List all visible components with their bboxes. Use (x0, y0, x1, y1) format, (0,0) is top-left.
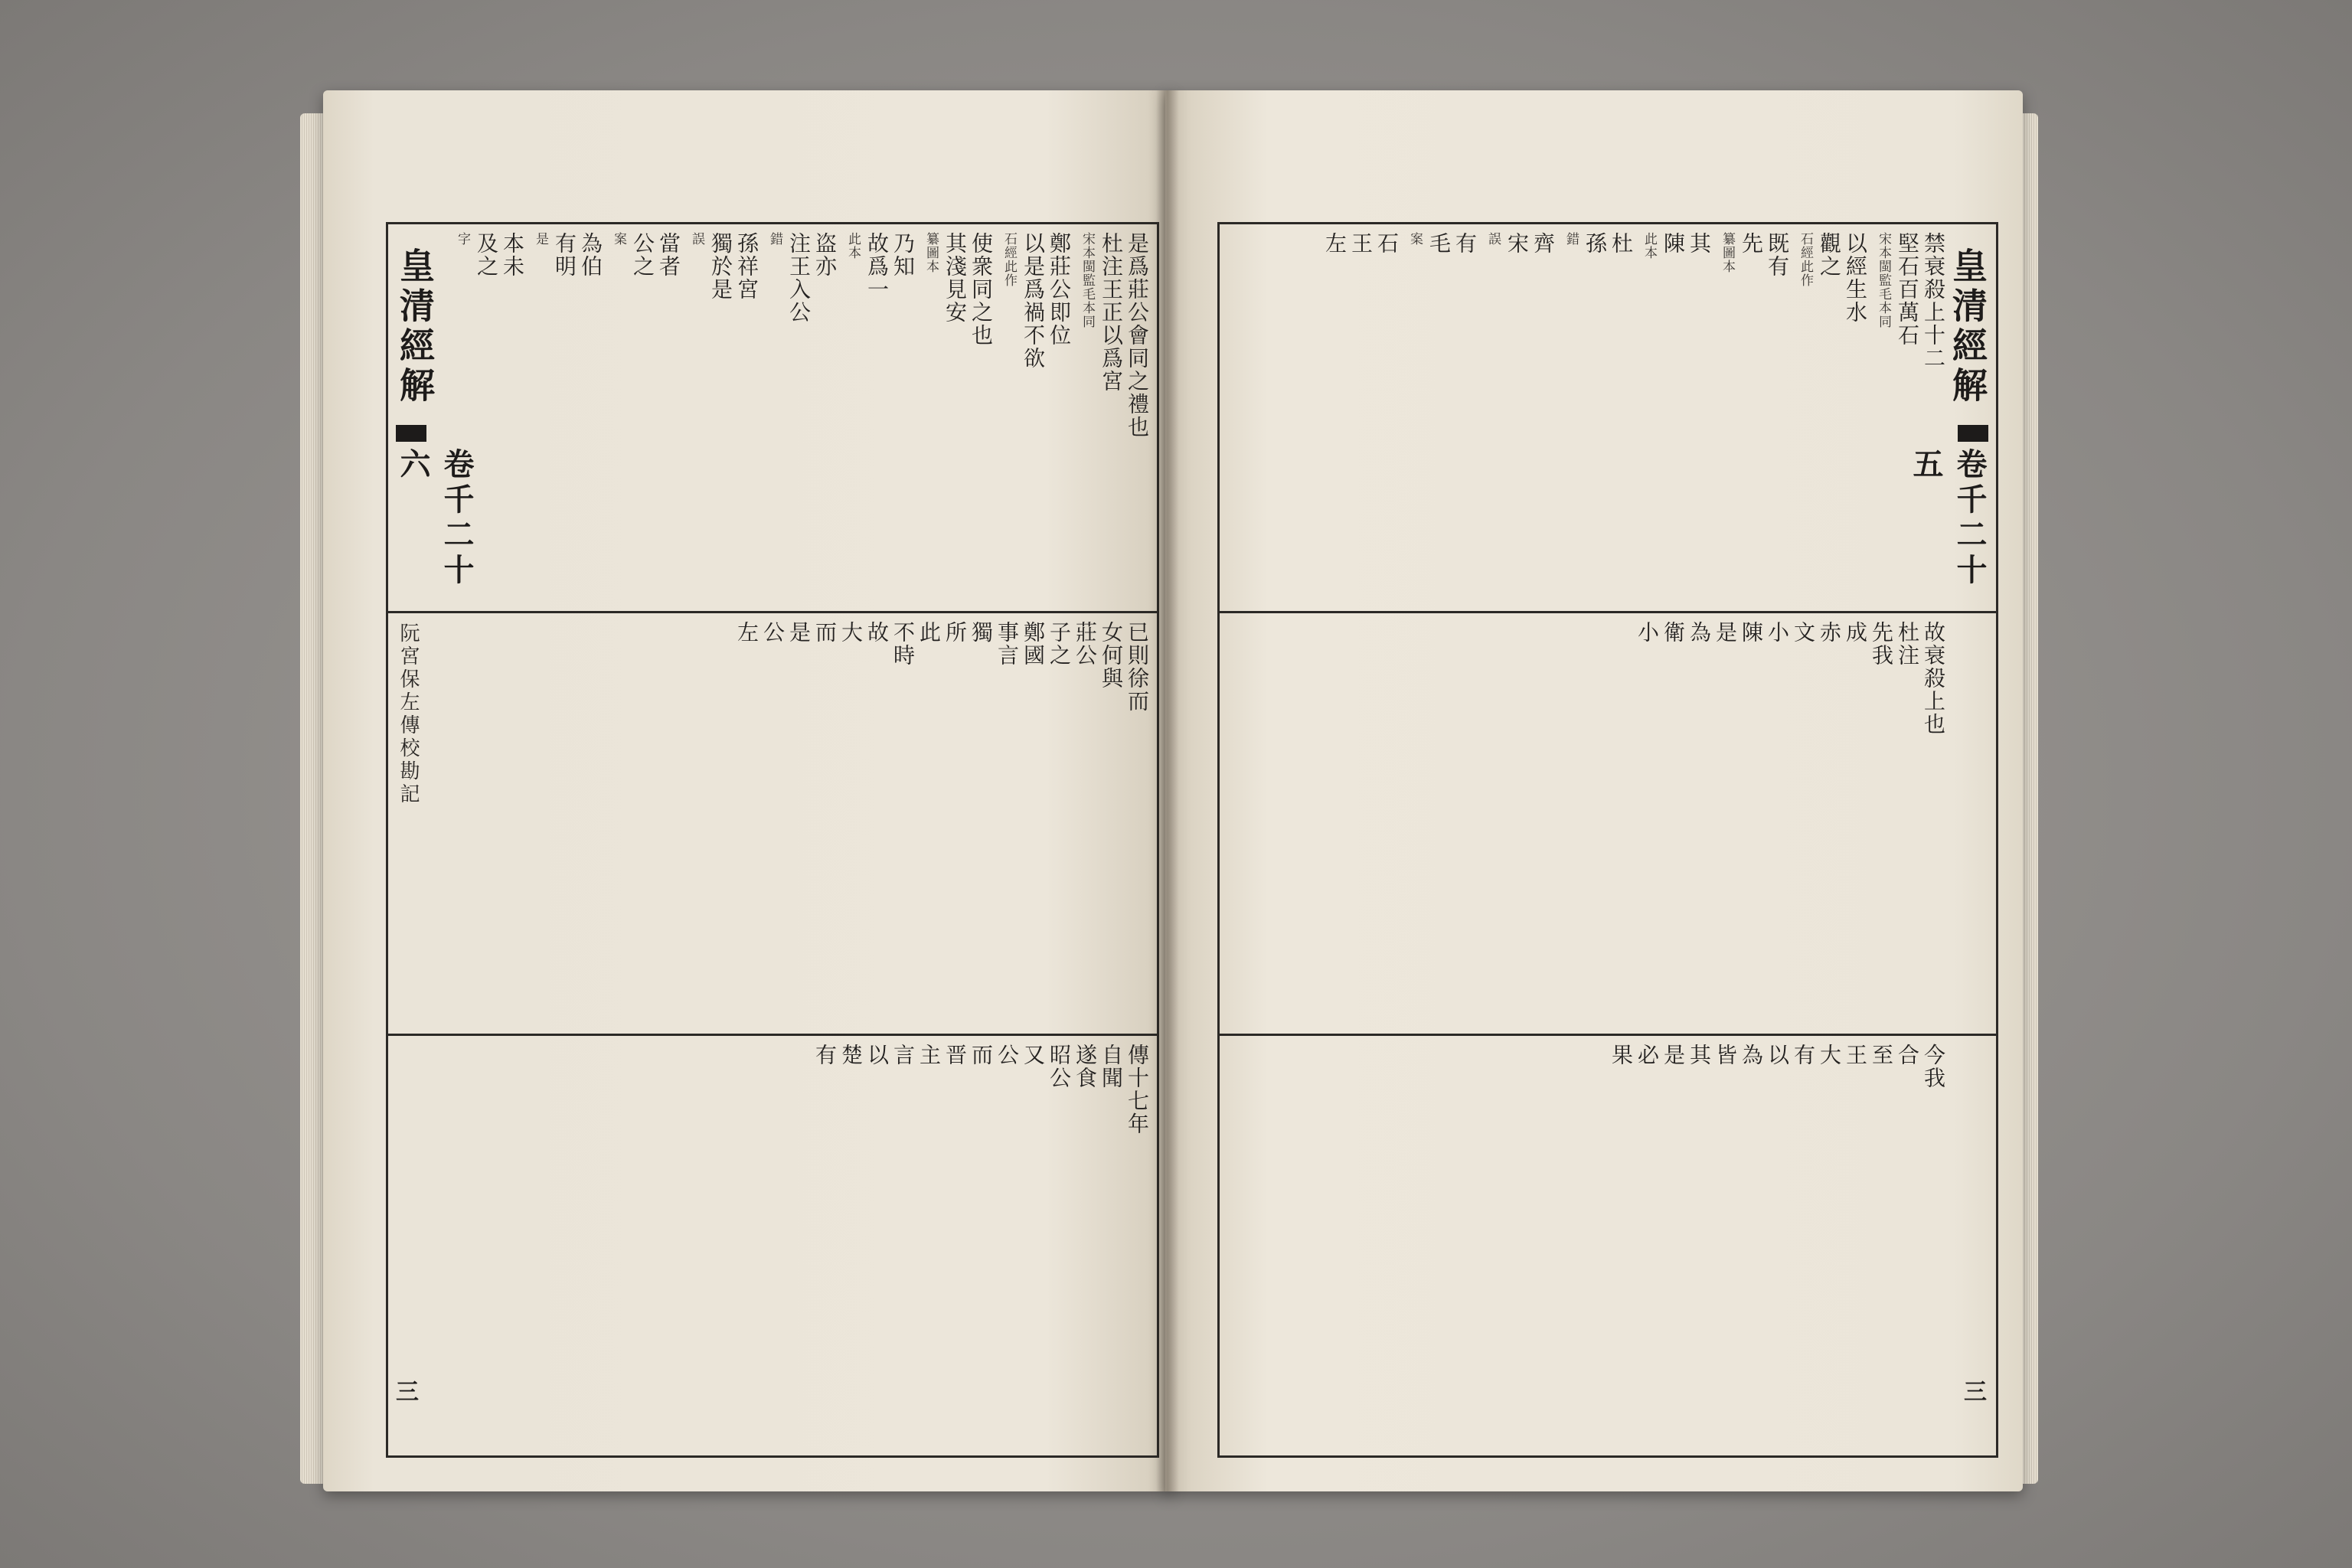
text-column: 莊公 (1073, 621, 1098, 667)
text-column: 晋 (942, 1044, 968, 1067)
annotation-column: 宋本閩監毛本同 (1876, 232, 1891, 328)
text-column: 為 (1687, 621, 1712, 644)
text-column: 必 (1635, 1044, 1660, 1067)
annotation-column: 錯 (767, 232, 782, 246)
text-column: 以經生水 (1843, 232, 1868, 324)
text-column: 不時 (890, 621, 916, 667)
annotation-column: 此本 (845, 232, 861, 260)
text-column: 是爲莊公會同之禮也 (1125, 232, 1150, 439)
text-column: 子之 (1047, 621, 1072, 667)
right-band-rule-2 (1220, 1034, 1996, 1036)
text-column: 為伯 (578, 232, 603, 278)
text-column: 公之 (630, 232, 655, 278)
left-side-note: 阮宮保左傳校勘記 (397, 622, 420, 806)
left-print-frame (386, 222, 1159, 1458)
text-column: 主 (916, 1044, 942, 1067)
text-column: 以 (1765, 1044, 1790, 1067)
text-column: 以 (864, 1044, 890, 1067)
annotation-column: 石經此作 (1001, 232, 1017, 287)
left-lower-band (436, 1040, 1152, 1451)
text-column: 而 (969, 1044, 994, 1067)
book-gutter (1156, 90, 1179, 1491)
text-column: 左 (1322, 232, 1348, 255)
text-column: 注王入公 (786, 232, 812, 324)
text-column: 所 (942, 621, 968, 644)
text-column: 為 (1739, 1044, 1764, 1067)
text-column: 其 (1687, 1044, 1712, 1067)
left-band-rule-1 (388, 611, 1157, 613)
text-column: 遂食 (1073, 1044, 1098, 1089)
annotation-column: 此本 (1642, 232, 1657, 260)
text-column: 皆 (1713, 1044, 1738, 1067)
left-band-rule-2 (388, 1034, 1157, 1036)
text-column: 王 (1843, 1044, 1868, 1067)
text-column: 故衰殺上也 (1921, 621, 1946, 736)
right-band-rule-1 (1220, 611, 1996, 613)
text-column: 乃知 (890, 232, 916, 278)
text-column: 合 (1895, 1044, 1920, 1067)
text-column: 有 (812, 1044, 838, 1067)
text-column: 杜 (1609, 232, 1634, 255)
text-column: 果 (1609, 1044, 1634, 1067)
text-column: 既有 (1765, 232, 1790, 278)
text-column: 公 (760, 621, 786, 644)
text-column: 杜注王正以爲宮 (1099, 232, 1124, 393)
annotation-column: 案 (1407, 232, 1423, 246)
text-column: 小 (1635, 621, 1660, 644)
open-book (300, 90, 2035, 1499)
text-column: 鄭國 (1021, 621, 1046, 667)
right-lower-band (1224, 1040, 1949, 1451)
left-upper-band (436, 229, 1152, 607)
right-running-title: 皇清經解 (1947, 247, 1988, 407)
text-column: 先 (1739, 232, 1764, 255)
text-column: 杜注 (1895, 621, 1920, 667)
text-column: 石 (1374, 232, 1400, 255)
text-column: 有明 (552, 232, 577, 278)
text-column: 禁衰殺上十二 (1921, 232, 1946, 370)
text-column: 孫祥宮 (734, 232, 760, 301)
left-chapter-label: 卷千二十六 (395, 448, 475, 589)
text-column: 是 (1713, 621, 1738, 644)
text-column: 先我 (1869, 621, 1894, 667)
text-column: 小 (1765, 621, 1790, 644)
text-column: 有 (1791, 1044, 1816, 1067)
text-column: 宋 (1504, 232, 1530, 255)
text-column: 盗亦 (812, 232, 838, 278)
text-column: 獨於是 (708, 232, 733, 301)
annotation-column: 纂圖本 (1720, 232, 1735, 273)
text-column: 自聞 (1099, 1044, 1124, 1089)
text-column: 有 (1452, 232, 1478, 255)
text-column: 左 (734, 621, 760, 644)
annotation-column: 是 (533, 232, 548, 246)
text-column: 其 (1687, 232, 1712, 255)
text-column: 大 (1817, 1044, 1842, 1067)
text-column: 故 (864, 621, 890, 644)
text-column: 故爲一 (864, 232, 890, 301)
text-column: 使衆同之也 (969, 232, 994, 347)
left-running-title: 皇清經解 (394, 247, 436, 407)
text-column: 文 (1791, 621, 1816, 644)
annotation-column: 案 (611, 232, 626, 246)
text-column: 言 (890, 1044, 916, 1067)
text-column: 楚 (838, 1044, 864, 1067)
text-column: 毛 (1426, 232, 1452, 255)
text-column: 已則徐而 (1125, 621, 1150, 713)
annotation-column: 石經此作 (1798, 232, 1813, 287)
text-column: 傳十七年 (1125, 1044, 1150, 1135)
text-column: 今我 (1921, 1044, 1946, 1089)
text-column: 女何與 (1099, 621, 1124, 690)
right-print-frame (1217, 222, 1998, 1458)
text-column: 陳 (1739, 621, 1764, 644)
right-page (1165, 90, 2023, 1491)
left-fish-tail-mark (396, 425, 426, 442)
annotation-column: 錯 (1563, 232, 1579, 246)
text-column: 昭公 (1047, 1044, 1072, 1089)
right-fish-tail-mark (1958, 425, 1988, 442)
right-folio: 三 (1964, 1379, 1987, 1406)
text-column: 赤 (1817, 621, 1842, 644)
left-page (323, 90, 1173, 1491)
text-column: 觀之 (1817, 232, 1842, 278)
text-column: 本未 (500, 232, 525, 278)
annotation-column: 字 (455, 232, 470, 246)
text-column: 王 (1348, 232, 1374, 255)
text-column: 公 (995, 1044, 1020, 1067)
text-column: 而 (812, 621, 838, 644)
left-middle-band (436, 618, 1152, 1028)
text-column: 鄭莊公即位 (1047, 232, 1072, 347)
text-column: 成 (1843, 621, 1868, 644)
right-chapter-label: 卷千二十五 (1908, 448, 1988, 589)
text-column: 衛 (1661, 621, 1686, 644)
left-folio: 三 (396, 1379, 419, 1406)
annotation-column: 誤 (1485, 232, 1501, 246)
text-column: 以是爲禍不欲 (1021, 232, 1046, 370)
annotation-column: 纂圖本 (923, 232, 939, 273)
text-column: 至 (1869, 1044, 1894, 1067)
text-column: 陳 (1661, 232, 1686, 255)
text-column: 齊 (1530, 232, 1556, 255)
text-column: 孫 (1583, 232, 1608, 255)
text-column: 大 (838, 621, 864, 644)
right-middle-band (1224, 618, 1949, 1028)
text-column: 是 (786, 621, 812, 644)
text-column: 及之 (474, 232, 499, 278)
text-column: 事言 (995, 621, 1020, 667)
text-column: 其淺見安 (942, 232, 968, 324)
annotation-column: 誤 (689, 232, 704, 246)
text-column: 當者 (656, 232, 681, 278)
right-upper-band (1224, 229, 1949, 607)
annotation-column: 宋本閩監毛本同 (1080, 232, 1095, 328)
text-column: 又 (1021, 1044, 1046, 1067)
text-column: 獨 (969, 621, 994, 644)
text-column: 此 (916, 621, 942, 644)
text-column: 是 (1661, 1044, 1686, 1067)
text-column: 堅石百萬石 (1895, 232, 1920, 347)
